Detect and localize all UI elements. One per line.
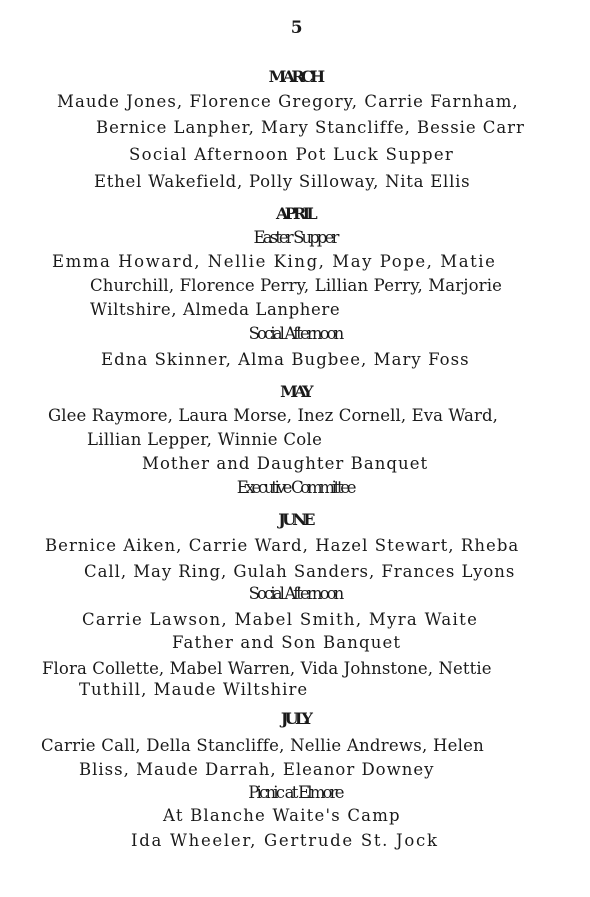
july-line-2: Bliss, Maude Darrah, Eleanor Downey xyxy=(79,760,435,779)
june-heading: JUNE xyxy=(278,510,312,529)
march-line-4: Ethel Wakefield, Polly Silloway, Nita Ellis xyxy=(94,172,471,191)
june-line-1: Bernice Aiken, Carrie Ward, Hazel Stewart, Rheba xyxy=(45,536,520,555)
page-number: 5 xyxy=(290,18,300,38)
april-line-2: Emma Howard, Nellie King, May Pope, Matie xyxy=(52,252,497,271)
june-line-7: Tuthill, Maude Wiltshire xyxy=(79,680,309,699)
march-line-3: Social Afternoon Pot Luck Supper xyxy=(129,145,455,164)
june-line-3: Social Afternoon xyxy=(248,584,342,603)
may-heading: MAY xyxy=(280,382,310,401)
march-line-2: Bernice Lanpher, Mary Stancliffe, Bessie Carr xyxy=(96,118,525,137)
april-line-4: Wiltshire, Almeda Lanphere xyxy=(90,300,341,319)
july-heading: JULY xyxy=(280,709,310,728)
march-heading: MARCH xyxy=(268,67,322,86)
june-line-5: Father and Son Banquet xyxy=(172,633,402,652)
june-line-4: Carrie Lawson, Mabel Smith, Myra Waite xyxy=(82,610,479,629)
may-line-4: Executive Committee xyxy=(236,478,354,497)
april-line-1: Easter Supper xyxy=(253,228,337,247)
july-line-1: Carrie Call, Della Stancliffe, Nellie Andrews, Helen xyxy=(41,736,485,755)
april-line-6: Edna Skinner, Alma Bugbee, Mary Foss xyxy=(101,350,470,369)
june-line-6: Flora Collette, Mabel Warren, Vida Johnstone, Nettie xyxy=(42,659,492,678)
july-line-4: At Blanche Waite's Camp xyxy=(163,806,401,825)
april-line-3: Churchill, Florence Perry, Lillian Perry, Marjorie xyxy=(90,276,503,295)
april-line-5: Social Afternoon xyxy=(248,324,342,343)
april-heading: APRIL xyxy=(276,204,314,223)
may-line-3: Mother and Daughter Banquet xyxy=(142,454,429,473)
may-line-2: Lillian Lepper, Winnie Cole xyxy=(87,430,323,449)
march-line-1: Maude Jones, Florence Gregory, Carrie Farnham, xyxy=(57,92,519,111)
july-line-5: Ida Wheeler, Gertrude St. Jock xyxy=(131,831,439,850)
june-line-2: Call, May Ring, Gulah Sanders, Frances Lyons xyxy=(84,562,516,581)
july-line-3: Picnic at Elmore xyxy=(248,783,342,802)
may-line-1: Glee Raymore, Laura Morse, Inez Cornell, Eva Ward, xyxy=(48,406,498,425)
